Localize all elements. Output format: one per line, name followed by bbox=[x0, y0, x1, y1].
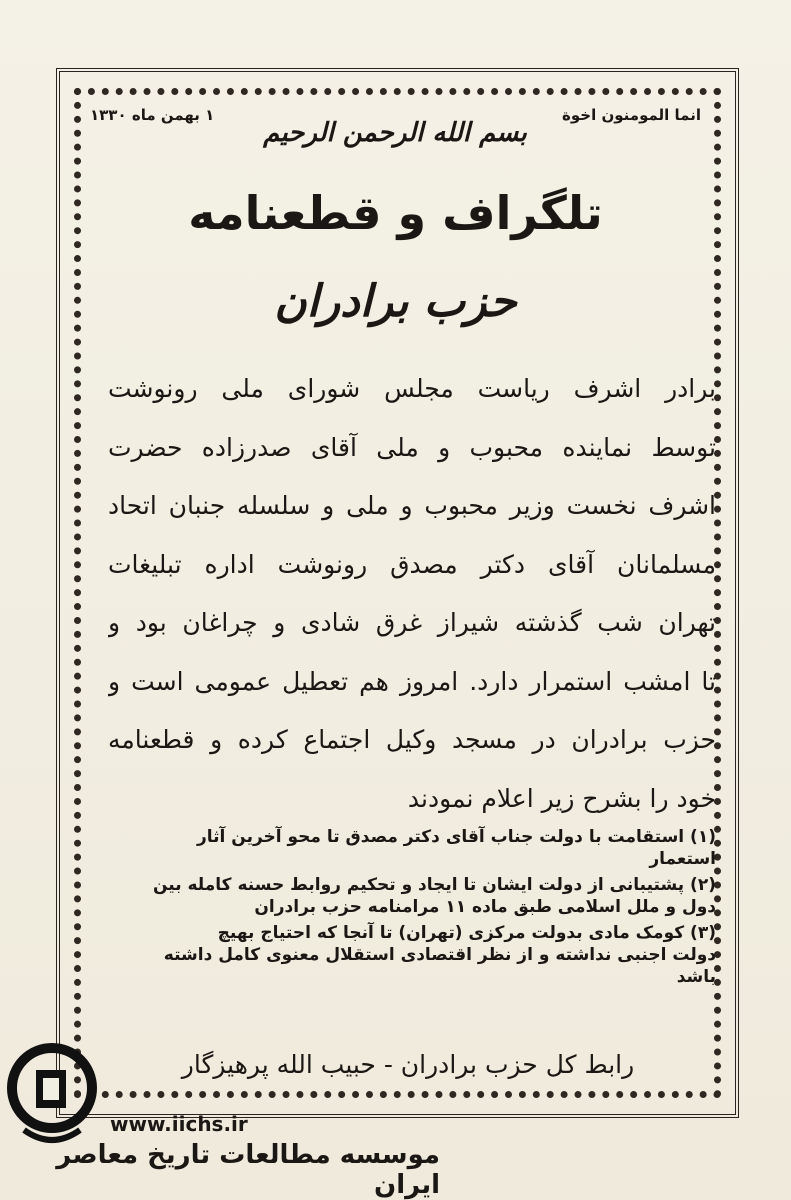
website-watermark: www.iichs.ir bbox=[110, 1112, 248, 1136]
resolution-item bbox=[108, 826, 716, 870]
body-line: توسط نماینده محبوب و ملی آقای صدرزاده حضرت bbox=[108, 432, 716, 462]
party-name-heading: حزب برادران bbox=[274, 276, 517, 327]
body-line: حزب برادران در مسجد وکیل اجتماع کرده و قطعنامه bbox=[108, 725, 716, 754]
resolution-item bbox=[108, 922, 716, 988]
resolution-item-line: دول و ملل اسلامی طبق ماده ۱۱ مرامنامه حزب برادران bbox=[254, 897, 716, 917]
document-title: تلگراف و قطعنامه bbox=[188, 186, 603, 240]
resolution-item-line: (۳) کومک مادی بدولت مرکزی (تهران) تا آنجا که احتیاج بهیچ bbox=[217, 923, 716, 943]
body-line: اشرف نخست وزیر محبوب و ملی و سلسله جنبان اتحاد bbox=[108, 491, 716, 520]
body-line: تهران شب گذشته شیراز غرق شادی و چراغان بود و bbox=[108, 608, 716, 637]
body-line: مسلمانان آقای دکتر مصدق رونوشت اداره تبلیغات bbox=[108, 549, 716, 579]
resolution-item bbox=[108, 874, 716, 918]
resolution-item-line: دولت اجنبی نداشته و از نظر اقتصادی استقلال معنوی کامل داشته bbox=[163, 945, 716, 965]
resolution-items bbox=[108, 826, 716, 992]
resolution-item-line: (۱) استقامت با دولت جناب آقای دکتر مصدق تا محو آخرین آثار bbox=[196, 827, 716, 847]
telegram-body bbox=[108, 360, 716, 828]
body-line: برادر اشرف ریاست مجلس شورای ملی رونوشت bbox=[108, 374, 716, 403]
institute-watermark: موسسه مطالعات تاریخ معاصر ایران bbox=[56, 1140, 440, 1200]
resolution-item-line: باشد bbox=[676, 967, 716, 987]
header-date: ۱ بهمن ماه ۱۳۳۰ bbox=[90, 106, 215, 124]
basmala-calligraphy: بسم الله الرحمن الرحیم bbox=[263, 118, 527, 148]
signature-line: رابط کل حزب برادران - حبیب الله پرهیزگار bbox=[181, 1050, 635, 1079]
resolution-item-line: (۲) پشتیبانی از دولت ایشان تا ایجاد و تحکیم روابط حسنه کامله بین bbox=[152, 875, 716, 895]
resolution-item-line: استعمار bbox=[649, 849, 716, 869]
header-motto: انما المومنون اخوة bbox=[562, 106, 701, 124]
body-line: خود را بشرح زیر اعلام نمودند bbox=[407, 783, 716, 813]
body-line: تا امشب استمرار دارد. امروز هم تعطیل عمومی است و bbox=[108, 666, 716, 696]
